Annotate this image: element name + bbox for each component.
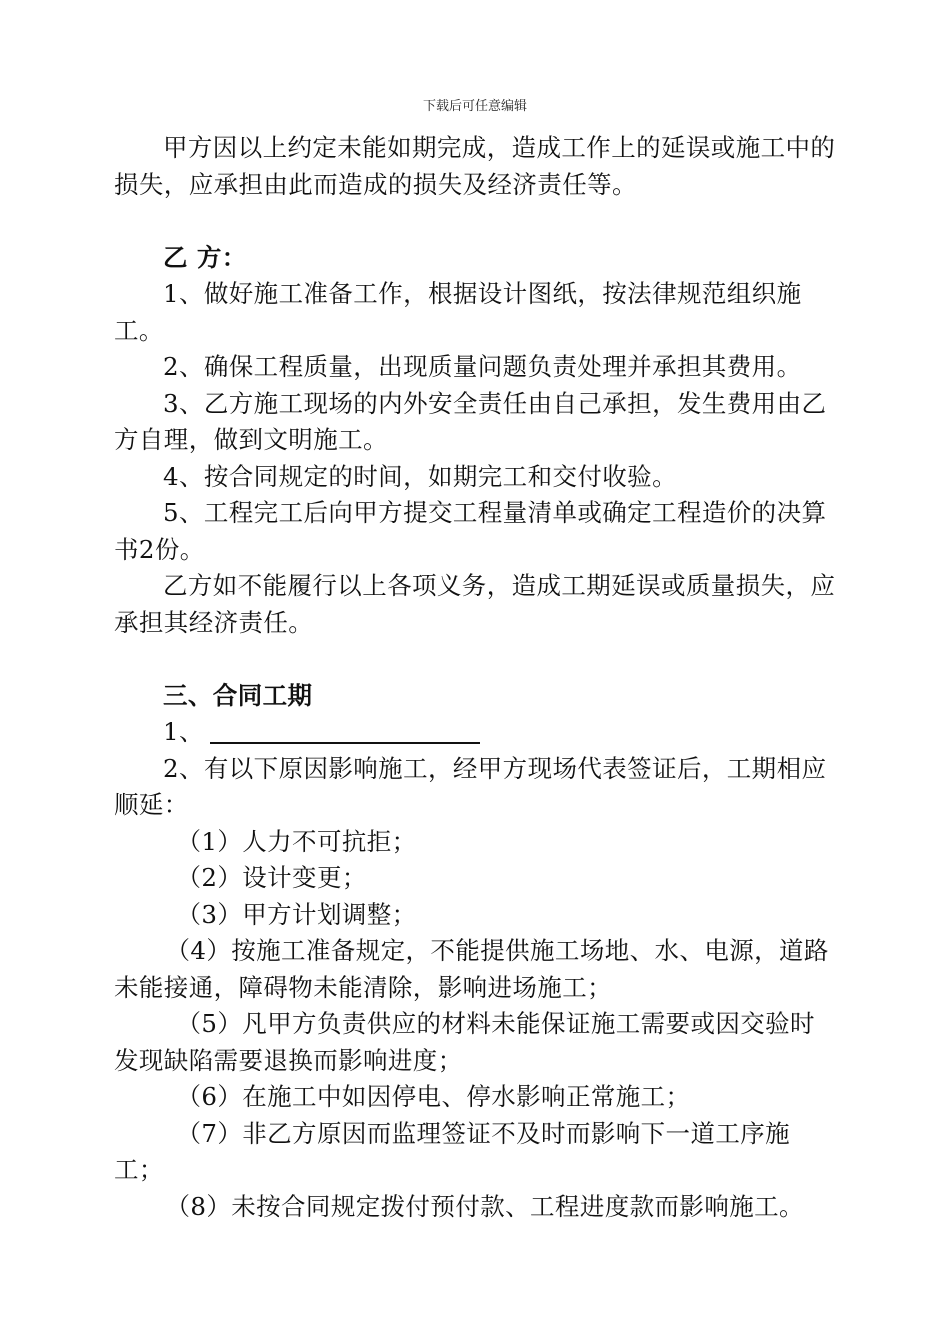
page-header: 下载后可任意编辑: [422, 99, 527, 114]
delay-reason-5: （5）凡甲方负责供应的材料未能保证施工需要或因交验时发现缺陷需要退换而影响进度；: [114, 1009, 815, 1075]
blank-fill-line: [210, 718, 480, 744]
delay-reason-7: （7）非乙方原因而监理签证不及时而影响下一道工序施工；: [114, 1118, 791, 1184]
party-b-item-3: 3、乙方施工现场的内外安全责任由自己承担，发生费用由乙方自理，做到文明施工。: [114, 388, 827, 454]
section-3-heading: 三、合同工期: [163, 680, 313, 710]
delay-reason-4: （4）按施工准备规定，不能提供施工场地、水、电源，道路未能接通，障碍物未能清除，影响进场施工；: [114, 936, 829, 1002]
delay-reason-1: （1）人力不可抗拒；: [176, 826, 417, 856]
delay-reason-6: （6）在施工中如因停电、停水影响正常施工；: [176, 1082, 691, 1111]
delay-reason-8: （8）未按合同规定拨付预付款、工程进度款而影响施工。: [165, 1191, 804, 1221]
section-3-item-1-label: 1、: [163, 717, 204, 746]
party-b-item-2: 2、确保工程质量，出现质量问题负责处理并承担其费用。: [163, 352, 802, 381]
party-b-heading: 乙 方：: [163, 242, 247, 272]
section-3-item-1: [114, 714, 836, 751]
party-b-item-5: 5、工程完工后向甲方提交工程量清单或确定工程造价的决算书2份。: [114, 498, 827, 564]
document-body: [114, 130, 836, 1225]
party-b-item-4: 4、按合同规定的时间，如期完工和交付收验。: [163, 461, 677, 491]
section-3-item-2: 2、有以下原因影响施工，经甲方现场代表签证后，工期相应顺延：: [114, 753, 827, 819]
blank-line: [114, 203, 836, 240]
party-a-liability-paragraph: 甲方因以上约定未能如期完成，造成工作上的延误或施工中的损失，应承担由此而造成的损失及经济责任等。: [114, 133, 836, 199]
delay-reason-3: （3）甲方计划调整；: [176, 899, 417, 929]
delay-reason-2: （2）设计变更；: [176, 863, 367, 892]
blank-line: [114, 641, 836, 678]
party-b-item-1: 1、做好施工准备工作，根据设计图纸，按法律规范组织施工。: [114, 279, 802, 345]
party-b-liability-paragraph: 乙方如不能履行以上各项义务，造成工期延误或质量损失，应承担其经济责任。: [114, 571, 836, 637]
